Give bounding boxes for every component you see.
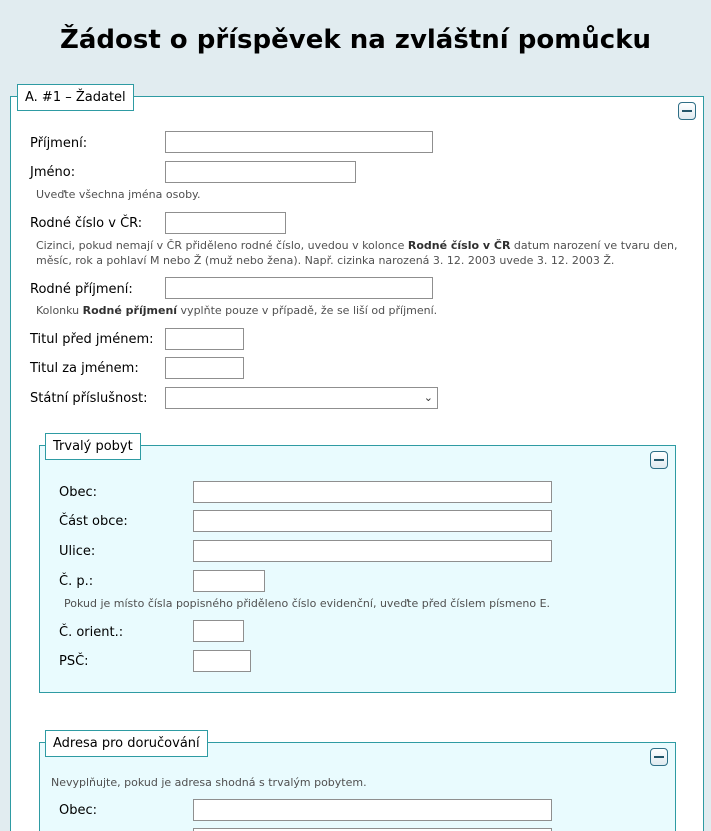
title-before-input[interactable] [165,328,244,350]
pr-orientation-number-label: Č. orient.: [59,625,124,640]
birth-surname-input[interactable] [165,277,433,299]
pr-municipality-part-input[interactable] [193,510,552,532]
surname-label: Příjmení: [30,136,88,151]
pr-house-number-hint: Pokud je místo čísla popisného přiděleno číslo evidenční, uveďte před číslem písmeno E. [64,597,551,610]
pr-postal-code-input[interactable] [193,650,251,672]
pr-municipality-part-label: Část obce: [59,514,128,529]
pr-house-number-label: Č. p.: [59,574,94,589]
first-name-label: Jméno: [30,165,76,180]
pr-postal-code-label: PSČ: [59,654,89,669]
birth-surname-hint-bold: Rodné příjmení [82,304,178,317]
pr-house-number-input[interactable] [193,570,265,592]
pr-street-input[interactable] [193,540,552,562]
title-before-label: Titul před jménem: [30,332,154,347]
birth-surname-hint [36,303,437,318]
permanent-residence-legend: Trvalý pobyt [45,433,141,460]
birth-number-hint [36,238,686,268]
citizenship-label: Státní příslušnost: [30,391,148,406]
pr-municipality-input[interactable] [193,481,552,503]
pr-street-label: Ulice: [59,544,96,559]
pr-orientation-number-input[interactable] [193,620,244,642]
delivery-address-collapse-button[interactable] [650,748,668,766]
birth-number-hint-text-1: Cizinci, pokud nemají v ČR přiděleno rodné číslo, uvedou v kolonce [36,239,408,252]
citizenship-select[interactable] [165,387,438,409]
title-after-label: Titul za jménem: [30,361,139,376]
birth-surname-hint-text-1: Kolonku [36,304,83,317]
da-municipality-input[interactable] [193,799,552,821]
applicant-collapse-button[interactable] [678,102,696,120]
da-municipality-label: Obec: [59,803,98,818]
permanent-residence-collapse-button[interactable] [650,451,668,469]
birth-number-hint-text-2: datum narození ve tvaru den, měsíc, rok a pohlaví M nebo Ž (muž nebo žena). Např. cizinka narozená 3. 12. 2003 uvede 3. 12. 2003 Ž. [36,239,678,267]
first-name-input[interactable] [165,161,356,183]
delivery-address-note: Nevyplňujte, pokud je adresa shodná s trvalým pobytem. [51,776,367,789]
birth-number-input[interactable] [165,212,286,234]
title-after-input[interactable] [165,357,244,379]
pr-municipality-label: Obec: [59,485,98,500]
delivery-address-legend: Adresa pro doručování [45,730,208,757]
first-name-hint: Uveďte všechna jména osoby. [36,188,201,201]
surname-input[interactable] [165,131,433,153]
applicant-section-legend: A. #1 – Žadatel [17,84,134,111]
birth-number-label: Rodné číslo v ČR: [30,216,143,231]
chevron-down-icon: ⌄ [423,391,433,404]
birth-number-hint-bold: Rodné číslo v ČR [407,239,511,252]
page-title: Žádost o příspěvek na zvláštní pomůcku [59,25,652,55]
birth-surname-hint-text-2: vyplňte pouze v případě, že se liší od příjmení. [177,304,438,317]
birth-surname-label: Rodné příjmení: [30,282,133,297]
